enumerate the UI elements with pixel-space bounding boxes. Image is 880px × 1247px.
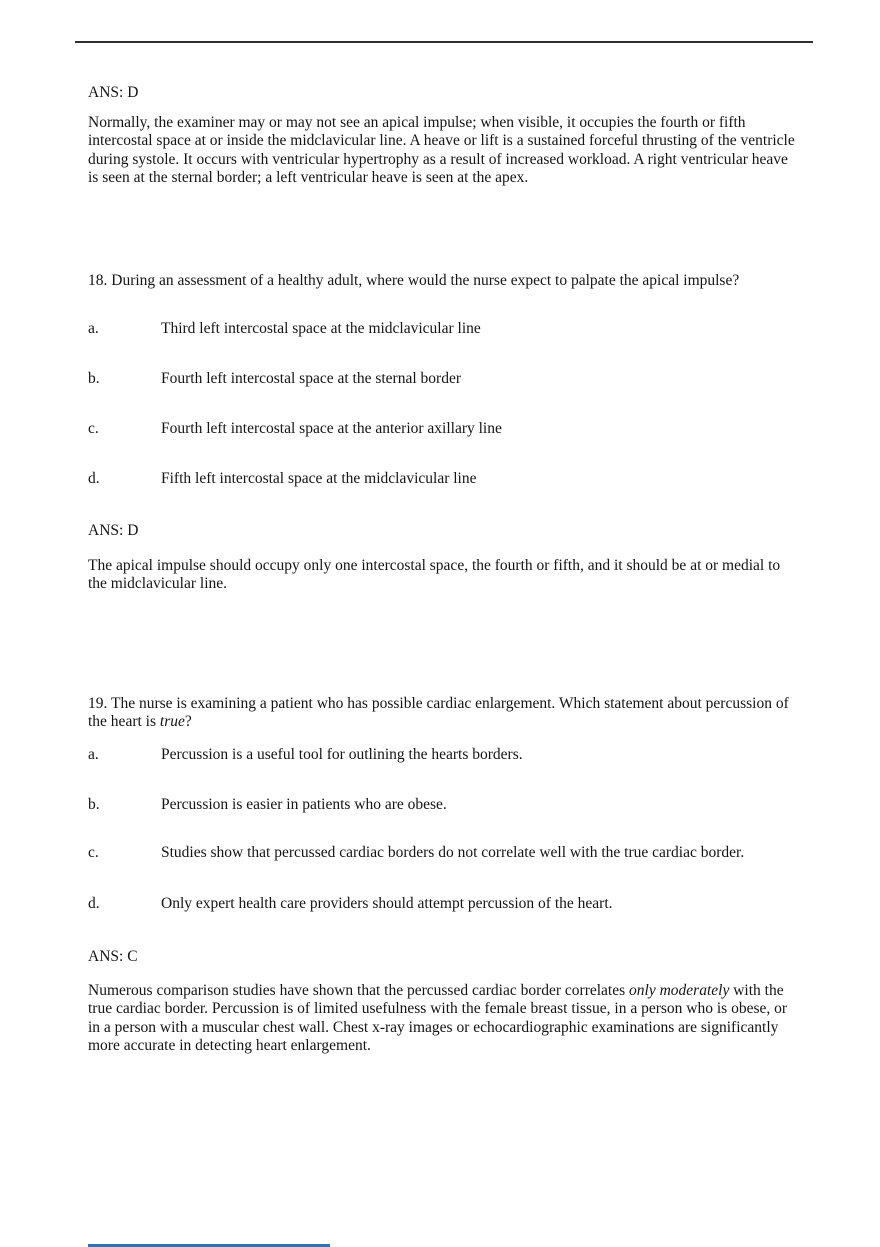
question-18-stem: 18. During an assessment of a healthy adult, where would the nurse expect to palpate the apical impulse?	[88, 272, 740, 289]
option-letter: c.	[88, 844, 99, 861]
question-19-stem-italic: true	[159, 713, 185, 731]
option-text: Third left intercostal space at the midclavicular line	[161, 320, 481, 337]
question-19-stem-end: ?	[184, 713, 192, 731]
question-19-option-a	[88, 746, 800, 764]
question-19-rationale-italic: only moderately	[629, 982, 730, 999]
question-19-stem	[88, 695, 800, 732]
question-19-rationale	[88, 982, 800, 1056]
option-text: Only expert health care providers should attempt percussion of the heart.	[161, 895, 613, 912]
option-text: Studies show that percussed cardiac borders do not correlate well with the true cardiac border.	[161, 844, 745, 861]
option-letter: a.	[88, 746, 99, 763]
answer-label-prev-question: ANS: D	[88, 84, 139, 101]
page-top-rule	[75, 41, 813, 43]
question-19-stem-text: 19. The nurse is examining a patient who has possible cardiac enlargement. Which statement about percussion of the heart is	[88, 695, 789, 731]
question-19-rationale-end: with the true cardiac border. Percussion is of limited usefulness with the female breast tissue, in a person who is obese, or in a person with a muscular chest wall. Chest x-ray images or echocardiographic examinations are significantly more accurate in detecting heart enlargement.	[88, 982, 788, 1055]
question-18-option-b	[88, 370, 800, 388]
question-19-answer-label: ANS: C	[88, 948, 138, 965]
question-19-option-c	[88, 844, 800, 862]
option-text: Percussion is a useful tool for outlining the hearts borders.	[161, 746, 523, 763]
question-19-option-d	[88, 895, 800, 913]
question-18-rationale: The apical impulse should occupy only one intercostal space, the fourth or fifth, and it should be at or medial to the midclavicular line.	[88, 557, 781, 593]
option-letter: d.	[88, 895, 100, 912]
option-text: Percussion is easier in patients who are obese.	[161, 796, 447, 813]
option-text: Fourth left intercostal space at the sternal border	[161, 370, 461, 387]
option-letter: b.	[88, 370, 100, 387]
option-text: Fourth left intercostal space at the anterior axillary line	[161, 420, 502, 437]
question-18-option-c	[88, 420, 800, 438]
rationale-prev-question: Normally, the examiner may or may not see an apical impulse; when visible, it occupies the fourth or fifth intercostal space at or inside the midclavicular line. A heave or lift is a sustained forceful thrusting of the ventricle during systole. It occurs with ventricular hypertrophy as a result of increased workload. A right ventricular heave is seen at the sternal border; a left ventricular heave is seen at the apex.	[88, 114, 795, 187]
question-18-answer-label: ANS: D	[88, 522, 139, 539]
question-18-option-d	[88, 470, 800, 488]
option-text: Fifth left intercostal space at the midclavicular line	[161, 470, 477, 487]
question-19-rationale-text: Numerous comparison studies have shown that the percussed cardiac border correlates	[88, 982, 630, 999]
option-letter: d.	[88, 470, 100, 487]
option-letter: a.	[88, 320, 99, 337]
question-19-option-b	[88, 796, 800, 814]
option-letter: b.	[88, 796, 100, 813]
question-18-option-a	[88, 320, 800, 338]
option-letter: c.	[88, 420, 99, 437]
